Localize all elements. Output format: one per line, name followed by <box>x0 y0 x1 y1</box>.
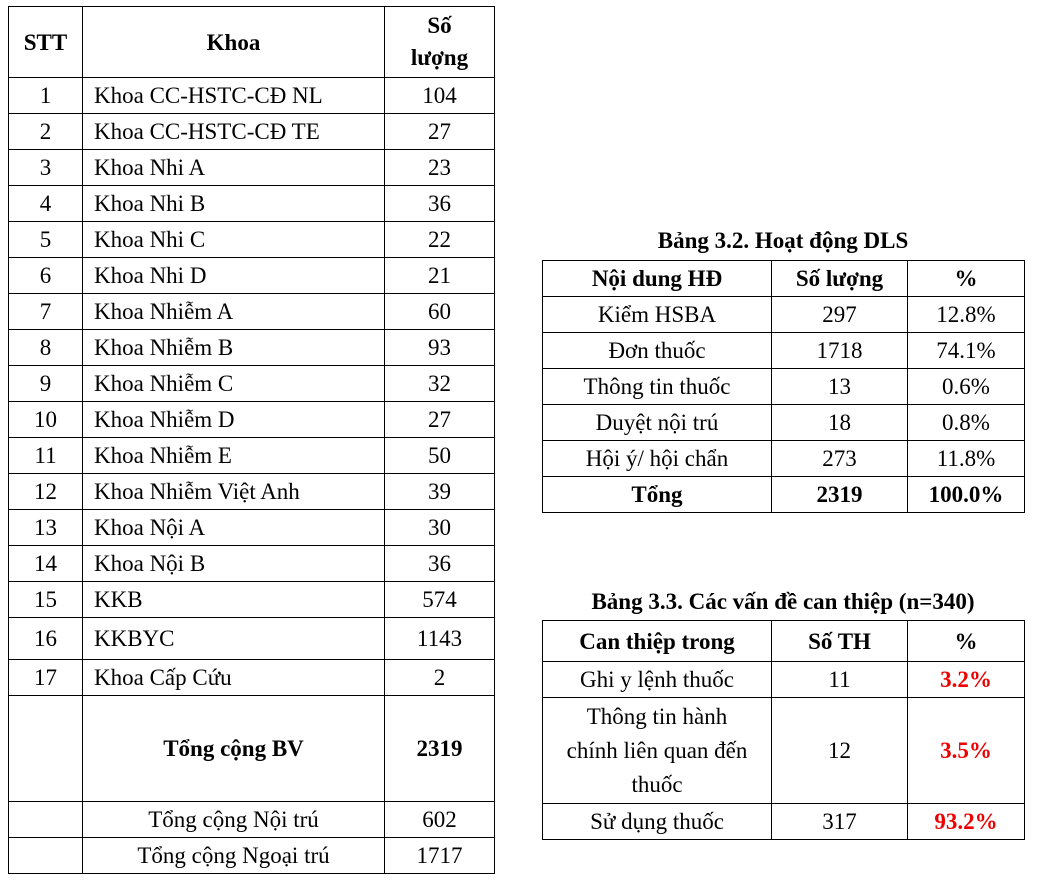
row-stt: 10 <box>9 402 83 438</box>
table2-header-content: Nội dung HĐ <box>543 261 772 297</box>
table2-total-count: 2319 <box>772 477 908 513</box>
row-stt: 8 <box>9 330 83 366</box>
table3-row <box>543 662 1025 698</box>
total-noi-tru-label: Tổng cộng Nội trú <box>83 802 385 838</box>
table2-total-label: Tổng <box>543 477 772 513</box>
header-stt: STT <box>9 7 83 78</box>
header-so-luong-line2: lượng <box>410 45 469 70</box>
total-bv-value: 2319 <box>385 696 495 802</box>
row-khoa: Khoa Nhi B <box>83 186 385 222</box>
row-so-luong: 21 <box>385 258 495 294</box>
total-bv-row <box>9 696 495 802</box>
table3-caption: Bảng 3.3. Các vấn đề can thiệp (n=340) <box>591 589 975 614</box>
table2-total-row <box>543 477 1025 513</box>
row-khoa: Khoa Cấp Cứu <box>83 660 385 696</box>
row-so-luong: 2 <box>385 660 495 696</box>
table2-header-count: Số lượng <box>772 261 908 297</box>
row-so-luong: 39 <box>385 474 495 510</box>
row-khoa: Khoa Nội A <box>83 510 385 546</box>
total-bv-label: Tổng cộng BV <box>83 696 385 802</box>
dls-activity-table <box>542 260 1025 513</box>
row-so-luong: 93 <box>385 330 495 366</box>
table3-header-intervention: Can thiệp trong <box>543 621 772 662</box>
row-so-luong: 23 <box>385 150 495 186</box>
header-khoa: Khoa <box>83 7 385 78</box>
row-so-luong: 27 <box>385 402 495 438</box>
intervention-table <box>542 620 1025 840</box>
row-khoa: Khoa Nội B <box>83 546 385 582</box>
table-row <box>9 546 495 582</box>
row-khoa: KKB <box>83 582 385 618</box>
table2-header-row <box>543 261 1025 297</box>
table2-row-count: 273 <box>772 441 908 477</box>
total-ngoai-tru-label: Tổng cộng Ngoại trú <box>83 838 385 874</box>
row-khoa: Khoa Nhi A <box>83 150 385 186</box>
row-stt: 4 <box>9 186 83 222</box>
row-so-luong: 22 <box>385 222 495 258</box>
row-stt: 5 <box>9 222 83 258</box>
row-khoa: Khoa Nhiễm B <box>83 330 385 366</box>
table2-row-percent: 12.8% <box>908 297 1025 333</box>
table2-row <box>543 333 1025 369</box>
row-so-luong: 30 <box>385 510 495 546</box>
table-row <box>9 258 495 294</box>
total-noi-tru-value: 602 <box>385 802 495 838</box>
table-row <box>9 660 495 696</box>
table-row <box>9 582 495 618</box>
total-noi-tru-row <box>9 802 495 838</box>
table3-header-row <box>543 621 1025 662</box>
row-so-luong: 50 <box>385 438 495 474</box>
row-stt: 11 <box>9 438 83 474</box>
table3-row-label <box>543 698 772 804</box>
table3-row-count: 11 <box>772 662 908 698</box>
table-row <box>9 150 495 186</box>
total-ngoai-tru-stt <box>9 838 83 874</box>
row-so-luong: 60 <box>385 294 495 330</box>
table-row <box>9 402 495 438</box>
row-stt: 17 <box>9 660 83 696</box>
total-bv-stt <box>9 696 83 802</box>
table2-row-count: 13 <box>772 369 908 405</box>
table-row <box>9 78 495 114</box>
table-row <box>9 186 495 222</box>
row-stt: 6 <box>9 258 83 294</box>
table-row <box>9 474 495 510</box>
table-row <box>9 330 495 366</box>
table2-row <box>543 297 1025 333</box>
table2-row-percent: 74.1% <box>908 333 1025 369</box>
table3-row-label-line: chính liên quan đến <box>566 737 748 763</box>
table3-row <box>543 698 1025 804</box>
table3-row-label-line: thuốc <box>631 771 683 797</box>
row-khoa: Khoa Nhiễm D <box>83 402 385 438</box>
table2-total-percent: 100.0% <box>908 477 1025 513</box>
table3-row-label: Sử dụng thuốc <box>543 804 772 840</box>
row-so-luong: 32 <box>385 366 495 402</box>
table-header-row <box>9 7 495 78</box>
row-khoa: Khoa CC-HSTC-CĐ TE <box>83 114 385 150</box>
row-so-luong: 1143 <box>385 618 495 660</box>
row-so-luong: 27 <box>385 114 495 150</box>
table2-row-content: Đơn thuốc <box>543 333 772 369</box>
table-row <box>9 510 495 546</box>
table2-row <box>543 441 1025 477</box>
row-stt: 16 <box>9 618 83 660</box>
table2-caption: Bảng 3.2. Hoạt động DLS <box>657 228 909 253</box>
row-stt: 13 <box>9 510 83 546</box>
table3-row-count: 12 <box>772 698 908 804</box>
row-stt: 7 <box>9 294 83 330</box>
row-khoa: Khoa Nhi C <box>83 222 385 258</box>
table2-row-percent: 0.8% <box>908 405 1025 441</box>
table2-row <box>543 405 1025 441</box>
table-row <box>9 618 495 660</box>
row-khoa: Khoa Nhiễm C <box>83 366 385 402</box>
row-stt: 12 <box>9 474 83 510</box>
row-khoa: Khoa Nhiễm Việt Anh <box>83 474 385 510</box>
table3-row-percent: 3.5% <box>908 698 1025 804</box>
header-so-luong-line1: Số <box>427 13 452 38</box>
table2-header-percent: % <box>908 261 1025 297</box>
row-stt: 14 <box>9 546 83 582</box>
total-ngoai-tru-value: 1717 <box>385 838 495 874</box>
row-khoa: Khoa Nhi D <box>83 258 385 294</box>
row-so-luong: 574 <box>385 582 495 618</box>
table3-row-percent: 93.2% <box>908 804 1025 840</box>
table3-row <box>543 804 1025 840</box>
table3-row-label-line: Thông tin hành <box>586 703 728 729</box>
table2-row-content: Hội ý/ hội chẩn <box>543 441 772 477</box>
row-stt: 2 <box>9 114 83 150</box>
row-stt: 9 <box>9 366 83 402</box>
table2-row-content: Duyệt nội trú <box>543 405 772 441</box>
total-ngoai-tru-row <box>9 838 495 874</box>
table3-row-count: 317 <box>772 804 908 840</box>
row-khoa: Khoa Nhiễm E <box>83 438 385 474</box>
table2-row-count: 297 <box>772 297 908 333</box>
table-row <box>9 438 495 474</box>
row-khoa: Khoa Nhiễm A <box>83 294 385 330</box>
table2-row <box>543 369 1025 405</box>
table-row <box>9 114 495 150</box>
table3-row-label: Ghi y lệnh thuốc <box>543 662 772 698</box>
table2-row-content: Thông tin thuốc <box>543 369 772 405</box>
table-row <box>9 366 495 402</box>
row-stt: 15 <box>9 582 83 618</box>
row-khoa: Khoa CC-HSTC-CĐ NL <box>83 78 385 114</box>
table-row <box>9 294 495 330</box>
row-so-luong: 104 <box>385 78 495 114</box>
table2-row-percent: 11.8% <box>908 441 1025 477</box>
department-table <box>8 6 495 874</box>
table2-row-percent: 0.6% <box>908 369 1025 405</box>
header-so-luong <box>385 7 495 78</box>
row-so-luong: 36 <box>385 546 495 582</box>
row-stt: 1 <box>9 78 83 114</box>
row-stt: 3 <box>9 150 83 186</box>
table3-row-percent: 3.2% <box>908 662 1025 698</box>
row-khoa: KKBYC <box>83 618 385 660</box>
table2-row-count: 18 <box>772 405 908 441</box>
total-noi-tru-stt <box>9 802 83 838</box>
table2-row-count: 1718 <box>772 333 908 369</box>
table3-header-cases: Số TH <box>772 621 908 662</box>
table3-header-percent: % <box>908 621 1025 662</box>
table2-row-content: Kiểm HSBA <box>543 297 772 333</box>
table-row <box>9 222 495 258</box>
row-so-luong: 36 <box>385 186 495 222</box>
